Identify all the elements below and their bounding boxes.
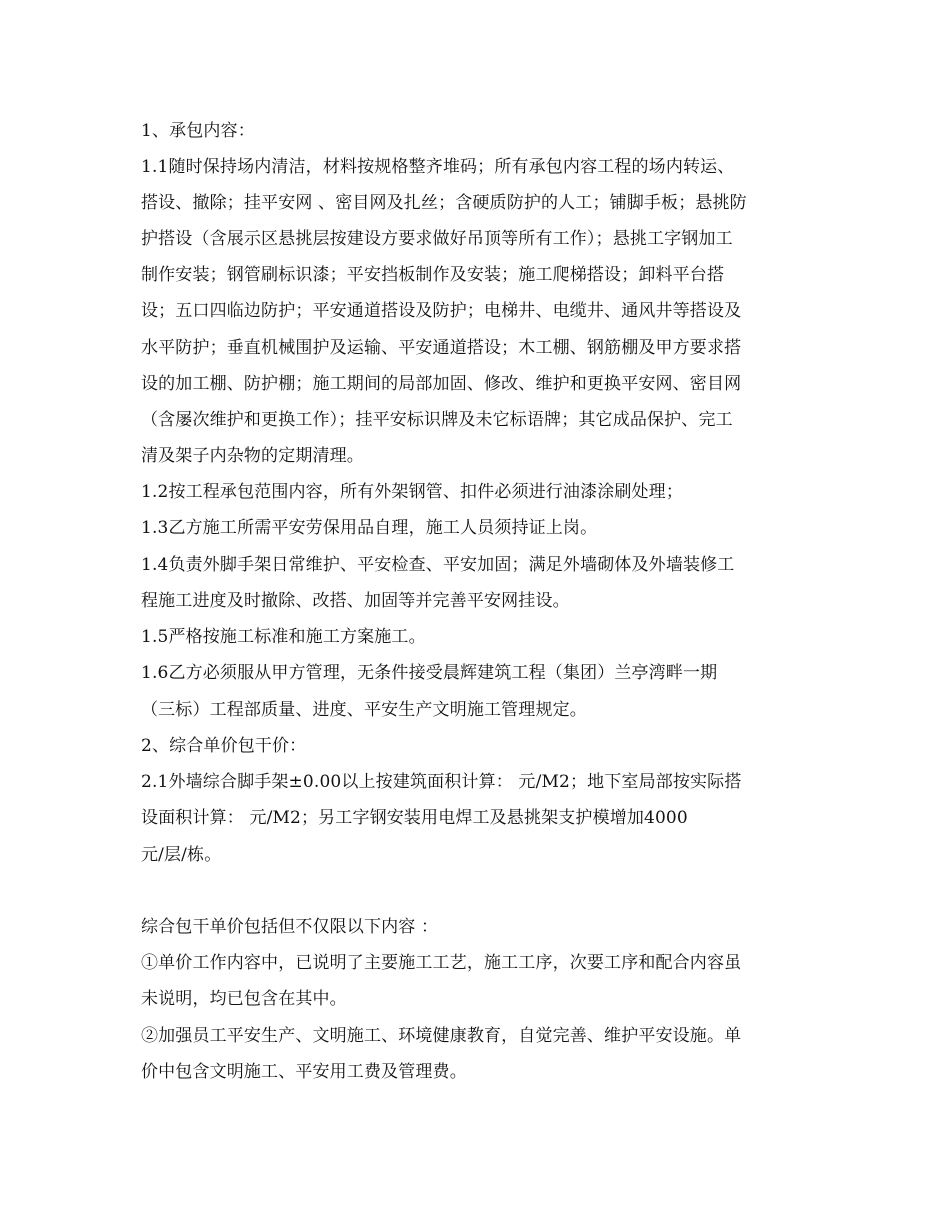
paragraph-line: ②加强员工平安生产、文明施工、环境健康教育，自觉完善、维护平安设施。单 <box>141 1026 742 1046</box>
paragraph-line: 水平防护；垂直机械围护及运输、平安通道搭设；木工棚、钢筋棚及甲方要求搭 <box>141 338 742 358</box>
paragraph-line: 1.6乙方必须服从甲方管理，无条件接受晨辉建筑工程（集团）兰亭湾畔一期 <box>141 663 718 683</box>
paragraph-line: 元/层/栋。 <box>141 845 222 865</box>
paragraph-line: 未说明，均已包含在其中。 <box>141 989 347 1009</box>
paragraph-line: 制作安装；钢管刷标识漆；平安挡板制作及安装；施工爬梯搭设；卸料平台搭 <box>141 265 725 285</box>
paragraph-line: 设面积计算： 元/M2；另工字钢安装用电焊工及悬挑架支护模增加4000 <box>141 808 688 828</box>
paragraph-line: ①单价工作内容中，已说明了主要施工工艺，施工工序，次要工序和配合内容虽 <box>141 953 742 973</box>
paragraph-line: 搭设、撤除；挂平安网 、密目网及扎丝；含硬质防护的人工；铺脚手板；悬挑防 <box>141 193 747 213</box>
paragraph-line: 设；五口四临边防护；平安通道搭设及防护；电梯井、电缆井、通风井等搭设及 <box>141 301 742 321</box>
paragraph-line: 价中包含文明施工、平安用工费及管理费。 <box>141 1062 467 1082</box>
paragraph-line: 1.5严格按施工标准和施工方案施工。 <box>141 627 426 647</box>
paragraph-line: （含屡次维护和更换工作）；挂平安标识牌及未它标语牌；其它成品保护、完工 <box>141 410 733 430</box>
paragraph-line: 护搭设（含展示区悬挑层按建设方要求做好吊顶等所有工作）；悬挑工字钢加工 <box>141 229 733 249</box>
paragraph-line: 1.2按工程承包范围内容，所有外架钢管、扣件必须进行油漆涂刷处理； <box>141 482 683 502</box>
paragraph-line: 程施工进度及时撤除、改搭、加固等并完善平安网挂设。 <box>141 591 570 611</box>
paragraph-line: 1.3乙方施工所需平安劳保用品自理，施工人员须持证上岗。 <box>141 518 598 538</box>
paragraph-line: 1.4负责外脚手架日常维护、平安检查、平安加固；满足外墙砌体及外墙装修工 <box>141 555 735 575</box>
paragraph-line: 2.1外墙综合脚手架±0.00以上按建筑面积计算： 元/M2；地下室局部按实际搭 <box>141 772 742 792</box>
paragraph-line: 1.1随时保持场内清洁，材料按规格整齐堆码；所有承包内容工程的场内转运、 <box>141 157 735 177</box>
subsection-heading: 综合包干单价包括但不仅限以下内容 ： <box>141 917 439 937</box>
paragraph-line: （三标）工程部质量、进度、平安生产文明施工管理规定。 <box>141 700 587 720</box>
section-heading-2: 2、综合单价包干价： <box>141 736 307 756</box>
section-heading-1: 1、承包内容： <box>141 121 255 141</box>
paragraph-line: 设的加工棚、防护棚；施工期间的局部加固、修改、维护和更换平安网、密目网 <box>141 374 742 394</box>
paragraph-line: 清及架子内杂物的定期清理。 <box>141 446 364 466</box>
